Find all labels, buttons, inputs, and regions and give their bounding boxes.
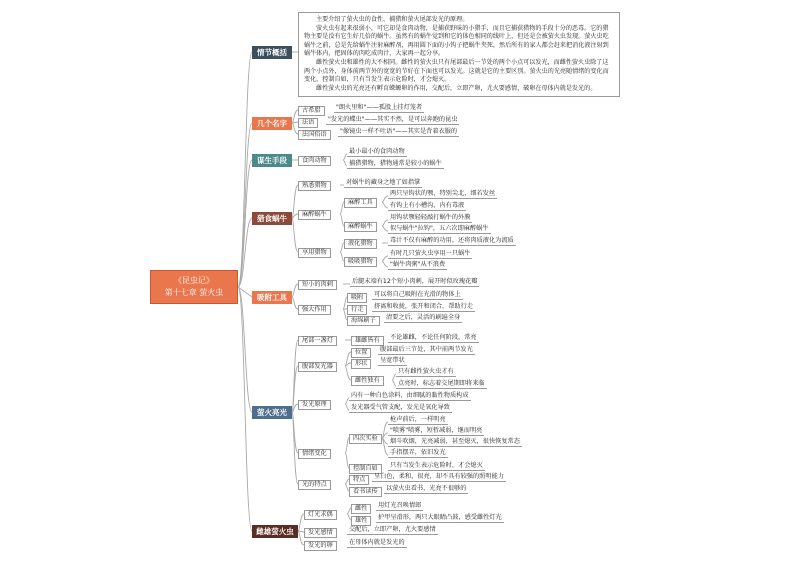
light-experiment-item: 手指摆弄，依旧发光 xyxy=(390,449,446,456)
tools-role-value: 挤离和收拢，张开和闭合，帮助行走 xyxy=(374,303,473,310)
name-text: "像镜虫一样不吐语"——其实是背着衣服的 xyxy=(340,128,458,135)
mate-lamp-key: 雄性 xyxy=(351,516,371,526)
tools-role-title: 强大作用 xyxy=(298,305,331,315)
hunt-familiar-title: 熟悉猎物 xyxy=(298,181,331,191)
hunt-anesthesia-title: 麻醉蜗牛 xyxy=(298,210,331,220)
hunt-liquefy-item: 毒汁不仅有麻醉的功用，还将肉质液化为流质 xyxy=(390,237,514,244)
tools-role-value: 清要之后，灵活的刷遍全身 xyxy=(386,314,461,321)
light-female-key: 雌性独有 xyxy=(351,376,384,386)
light-principle-item: 发光器受气管支配，发光是氧化导致 xyxy=(351,404,450,411)
summary-paragraph: 萤火虫有起来很弱小，可它却是食肉动物，是捕获野味的小猎手，而且它捕获猎物的手段十分的恶毒。它的猎物主要是没有它生好几倍的蜗牛。虽然有的蜗牛觉到和它的体色相同的线叶上，但还是会被萤火虫发现。萤火虫吃蜗牛之前，总是先给蜗牛注射麻醉剂，再用圆下面的小钩子把蜗牛夹死，然后所有的家人都会赶来把消化液注射到蜗牛体内，把固体的肉吃成肉汁，大家再一起分享。 xyxy=(304,24,609,58)
hunt-method-item: 用钩状颚轻轻敲打蜗牛的外膜 xyxy=(390,214,471,221)
light-mood-title: 情绪变化 xyxy=(298,449,331,459)
light-feature-key: 看书读传 xyxy=(349,487,382,497)
mate-lamp-key: 雌性 xyxy=(351,504,371,514)
tools-role-key: 吸附 xyxy=(347,293,367,303)
light-feature-title: 光的特点 xyxy=(298,480,331,490)
name-text: "发光的蝶虫"——其实不然，是可以奔跑的昆虫 xyxy=(328,116,458,123)
light-organ-key: 形状 xyxy=(351,359,371,369)
hunt-familiar-text: 对蜗牛的藏身之地了如指掌 xyxy=(346,179,421,186)
node-hunt[interactable]: 猎食蜗牛 xyxy=(252,212,292,225)
summary-paragraph: 雌性萤火虫的光亮还有孵育蝾螈卵的作用，交配后，立即产卵，尤火要感情，破卵在母体内就是发光的。 xyxy=(316,84,597,92)
food-title: 食肉动物 xyxy=(298,156,331,166)
hunt-method-item: 似与蜗牛"拉钩"，五六次即麻醉蜗牛 xyxy=(390,225,489,232)
hunt-enjoy-title: 享用猎物 xyxy=(298,248,331,258)
hunt-liquefy-title: 液化猎物 xyxy=(344,239,377,249)
light-female-item: 只有雌性萤火虫才有 xyxy=(398,368,454,375)
tools-role-key: 行走 xyxy=(347,305,367,315)
summary-paragraph: 雌性萤火虫和雄性的大不相同。雌性的萤火虫只有尾部最后一节处的两个小点可以发光，而雌性萤火虫除了这两个小点外，身体前两节外的宽宽的节好在下面也可以发光。这就是它的主要区别。萤火虫的光亮随情绪的变化而变化，控制自如，只有当发生表示危险时，才会熄灭。 xyxy=(304,58,609,84)
node-tools[interactable]: 吸附工具 xyxy=(252,291,292,304)
food-item: 捕猎猎物，猎物通常是较小的蜗牛 xyxy=(349,160,442,167)
summary-box xyxy=(298,12,620,97)
light-feature-value: 以萤火虫看书，光亮不很够的 xyxy=(386,485,467,492)
light-feature-key: 特点 xyxy=(349,475,369,485)
hunt-suck-title: 吸吸猎物 xyxy=(344,257,377,267)
node-mate[interactable]: 雌雄萤火虫 xyxy=(252,525,298,538)
light-experiment-key: 四次实验 xyxy=(349,434,382,444)
node-food[interactable]: 谋生手段 xyxy=(252,154,292,167)
light-organ-value: 腹部最后三节处，其中前两节发光 xyxy=(380,346,473,353)
mate-lamp-value: 护甲呈滑形，两只大眼睛凸鼓，感受雌性灯光 xyxy=(378,514,502,521)
hunt-tool-item: 有钩上有小槽沟，内有毒液 xyxy=(390,202,465,209)
mate-egg-title: 发光的卵 xyxy=(304,541,337,551)
tools-small-title: 短小的肉刺 xyxy=(298,280,337,290)
light-control-key: 控制自如 xyxy=(349,464,382,474)
light-tail-key: 雄雌皆有 xyxy=(351,336,384,346)
mate-love-value: 交配后，立即产卵，尤火要感情 xyxy=(349,526,436,533)
hunt-suck-item: "蜗牛肉粥"从不浪费 xyxy=(390,261,446,268)
node-names[interactable]: 几个名字 xyxy=(252,117,292,130)
light-experiment-item: 烟斗吹烟，光亮减弱，甚至熄灭，很快恢复常态 xyxy=(390,438,520,445)
node-summary[interactable]: 情节概括 xyxy=(252,46,292,59)
node-light[interactable]: 萤火亮光 xyxy=(252,406,292,419)
light-principle-title: 发光原理 xyxy=(298,400,331,410)
hunt-tool-item: 两只呈钩状的颚，特别尖北，细若发丝 xyxy=(390,190,496,197)
mate-egg-value: 在母体内就是发光的 xyxy=(349,539,405,546)
light-experiment-item: 枪声前后，一样明亮 xyxy=(390,416,446,423)
light-organ-value: 呈宽带状 xyxy=(380,357,405,364)
hunt-method-title: 麻醉蜗牛 xyxy=(344,222,377,232)
light-tail-value: 不论雄雌，不论任何阶段，常亮 xyxy=(390,334,477,341)
root-title: 《昆虫记》 xyxy=(174,276,214,285)
food-item: 最小最小的食肉动物 xyxy=(349,148,405,155)
name-text: "朗火里和"——孤股上挂灯笼者 xyxy=(336,104,423,111)
light-organ-key: 位置 xyxy=(351,348,371,358)
light-principle-item: 内有一种白色涂料，由细腻的黏性物质构成 xyxy=(351,392,469,399)
tools-small-text: 后腿末端有12个短小肉刺，展开时似玫瑰花瓣 xyxy=(352,278,478,285)
tools-role-key: 海绵刷子 xyxy=(347,316,380,326)
hunt-tool-title: 麻醉工具 xyxy=(344,198,377,208)
root-subtitle: 第十七章 萤火虫 xyxy=(164,288,224,297)
name-title: 法语 xyxy=(298,118,318,128)
summary-paragraph: 主要介绍了萤火虫的食性、捕猎和萤火尾部发光的原理。 xyxy=(316,16,469,23)
root-node[interactable] xyxy=(150,270,238,304)
light-experiment-item: "喷雾"喷雾，短暂减弱，继而明亮 xyxy=(390,427,483,434)
light-tail-title: 尾部一盏灯 xyxy=(298,336,337,346)
light-organ-title: 腹部发光器 xyxy=(298,362,337,372)
name-title: 古希腊 xyxy=(298,106,325,116)
light-feature-value: 呈白色，柔和，很亮，却不具有较强的照明能力 xyxy=(374,473,504,480)
name-title: 法国俗语 xyxy=(298,130,331,140)
mate-love-title: 发光感情 xyxy=(304,528,337,538)
mate-lamp-title: 灯光求偶 xyxy=(304,510,337,520)
mate-lamp-value: 用灯光召唤情郎 xyxy=(378,502,422,509)
light-control-value: 只有当发生表示危险时，才会熄灭 xyxy=(390,462,483,469)
tools-role-value: 可以将自己吸附在光滑的物体上 xyxy=(374,291,461,298)
hunt-suck-item: 有时几只萤火虫享用一只蜗牛 xyxy=(390,250,471,257)
light-female-item: 点亮时，标志着交尾期即将来临 xyxy=(398,380,485,387)
